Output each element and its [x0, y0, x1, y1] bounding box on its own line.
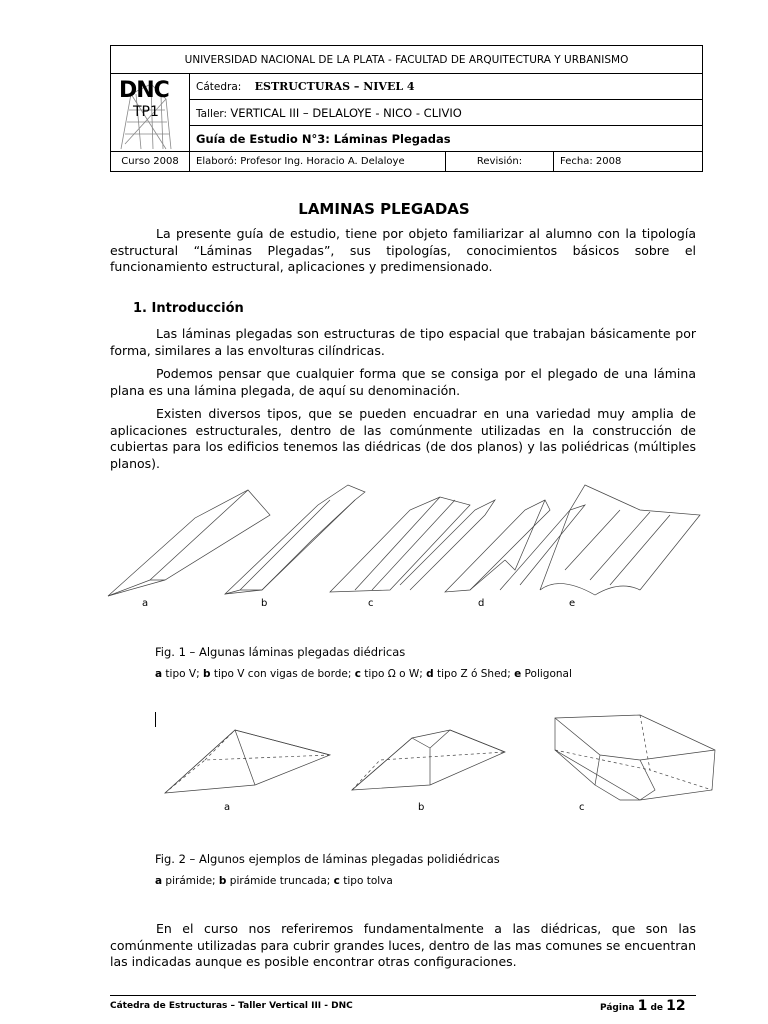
fig2-label-b: b: [418, 802, 425, 813]
paragraph-3: Existen diversos tipos, que se pueden encuadrar en una variedad muy amplia de aplicaciones estructurales, dentro de las comúnmente utilizadas en la construcción de cubiertas para los edificios tenemos las diédricas (de dos planos) y las poliédricas (múltiples planos).: [110, 406, 696, 471]
legend-text: tipo Ω o W;: [360, 668, 427, 680]
page-of: de: [650, 1003, 664, 1013]
logo-title: DNC: [119, 78, 169, 103]
page-number: [600, 998, 686, 1014]
fig1-label-d: d: [478, 598, 485, 609]
legend-key: c: [354, 668, 361, 680]
fig2-label-a: a: [224, 802, 231, 813]
legend-text: pirámide truncada;: [226, 875, 334, 887]
fecha-cell: Fecha: 2008: [554, 152, 703, 172]
fig1-caption: Fig. 1 – Algunas láminas plegadas diédricas: [155, 645, 406, 659]
footer-left: Cátedra de Estructuras – Taller Vertical III - DNC: [110, 1001, 353, 1011]
fig1-legend: [155, 668, 572, 680]
legend-text: tipo V con vigas de borde;: [210, 668, 355, 680]
catedra-label: Cátedra:: [196, 81, 242, 93]
catedra-value: ESTRUCTURAS – NIVEL 4: [254, 80, 415, 93]
legend-key: a: [155, 668, 163, 680]
section-heading: 1. Introducción: [133, 301, 244, 316]
legend-key: a: [155, 875, 163, 887]
legend-key: c: [333, 875, 340, 887]
legend-text: tipo tolva: [339, 875, 393, 887]
legend-key: d: [426, 668, 434, 680]
page-title: LAMINAS PLEGADAS: [298, 200, 470, 218]
page-label: Página: [600, 1003, 635, 1013]
legend-key: e: [514, 668, 522, 680]
university-name: UNIVERSIDAD NACIONAL DE LA PLATA - FACULTAD DE ARQUITECTURA Y URBANISMO: [111, 46, 703, 74]
paragraph-4: En el curso nos referiremos fundamentalmente a las diédricas, que son las comúnmente utilizadas para cubrir grandes luces, dentro de las mas comunes se encuentran las indicadas aunque es posible encontrar otras configuraciones.: [110, 921, 696, 969]
footer-divider: [110, 995, 696, 996]
legend-key: b: [202, 668, 211, 680]
page-total: 12: [666, 998, 686, 1014]
taller-row: [190, 100, 703, 126]
fig1-label-a: a: [142, 598, 149, 609]
catedra-row: [190, 74, 703, 100]
revision-cell: Revisión:: [446, 152, 554, 172]
intro-paragraph: La presente guía de estudio, tiene por objeto familiarizar al alumno con la tipología estructural “Láminas Plegadas”, sus tipologías, conocimientos básicos sobre el funcionamiento estructural, aplicaciones y predimensionado.: [110, 226, 696, 274]
fig1-label-c: c: [368, 598, 374, 609]
fig1-label-b: b: [261, 598, 268, 609]
legend-key: b: [218, 875, 227, 887]
legend-text: tipo V;: [162, 668, 203, 680]
dnc-logo: [111, 74, 190, 152]
curso-cell: Curso 2008: [111, 152, 190, 172]
paragraph-1: Las láminas plegadas son estructuras de tipo espacial que trabajan básicamente por forma, similares a las envolturas cilíndricas.: [110, 326, 696, 358]
page-current: 1: [637, 998, 648, 1014]
legend-text: pirámide;: [162, 875, 219, 887]
fig2-legend: [155, 875, 393, 887]
fig2-caption: Fig. 2 – Algunos ejemplos de láminas plegadas polidiédricas: [155, 852, 500, 866]
taller-value: VERTICAL III – DELALOYE - NICO - CLIVIO: [230, 105, 462, 120]
fig1-label-e: e: [569, 598, 576, 609]
legend-text: tipo Z ó Shed;: [433, 668, 515, 680]
text-cursor: [155, 712, 156, 727]
logo-subtitle: TP1: [133, 104, 159, 120]
fig2-label-c: c: [579, 802, 585, 813]
elaboro-cell: Elaboró: Profesor Ing. Horacio A. Delaloye: [190, 152, 446, 172]
taller-label: Taller:: [196, 107, 228, 120]
legend-text: Poligonal: [521, 668, 572, 680]
paragraph-2: Podemos pensar que cualquier forma que se consiga por el plegado de una lámina plana es una lámina plegada, de aquí su denominación.: [110, 366, 696, 398]
document-header: [110, 45, 703, 172]
guia-title: Guía de Estudio N°3: Láminas Plegadas: [190, 126, 703, 152]
